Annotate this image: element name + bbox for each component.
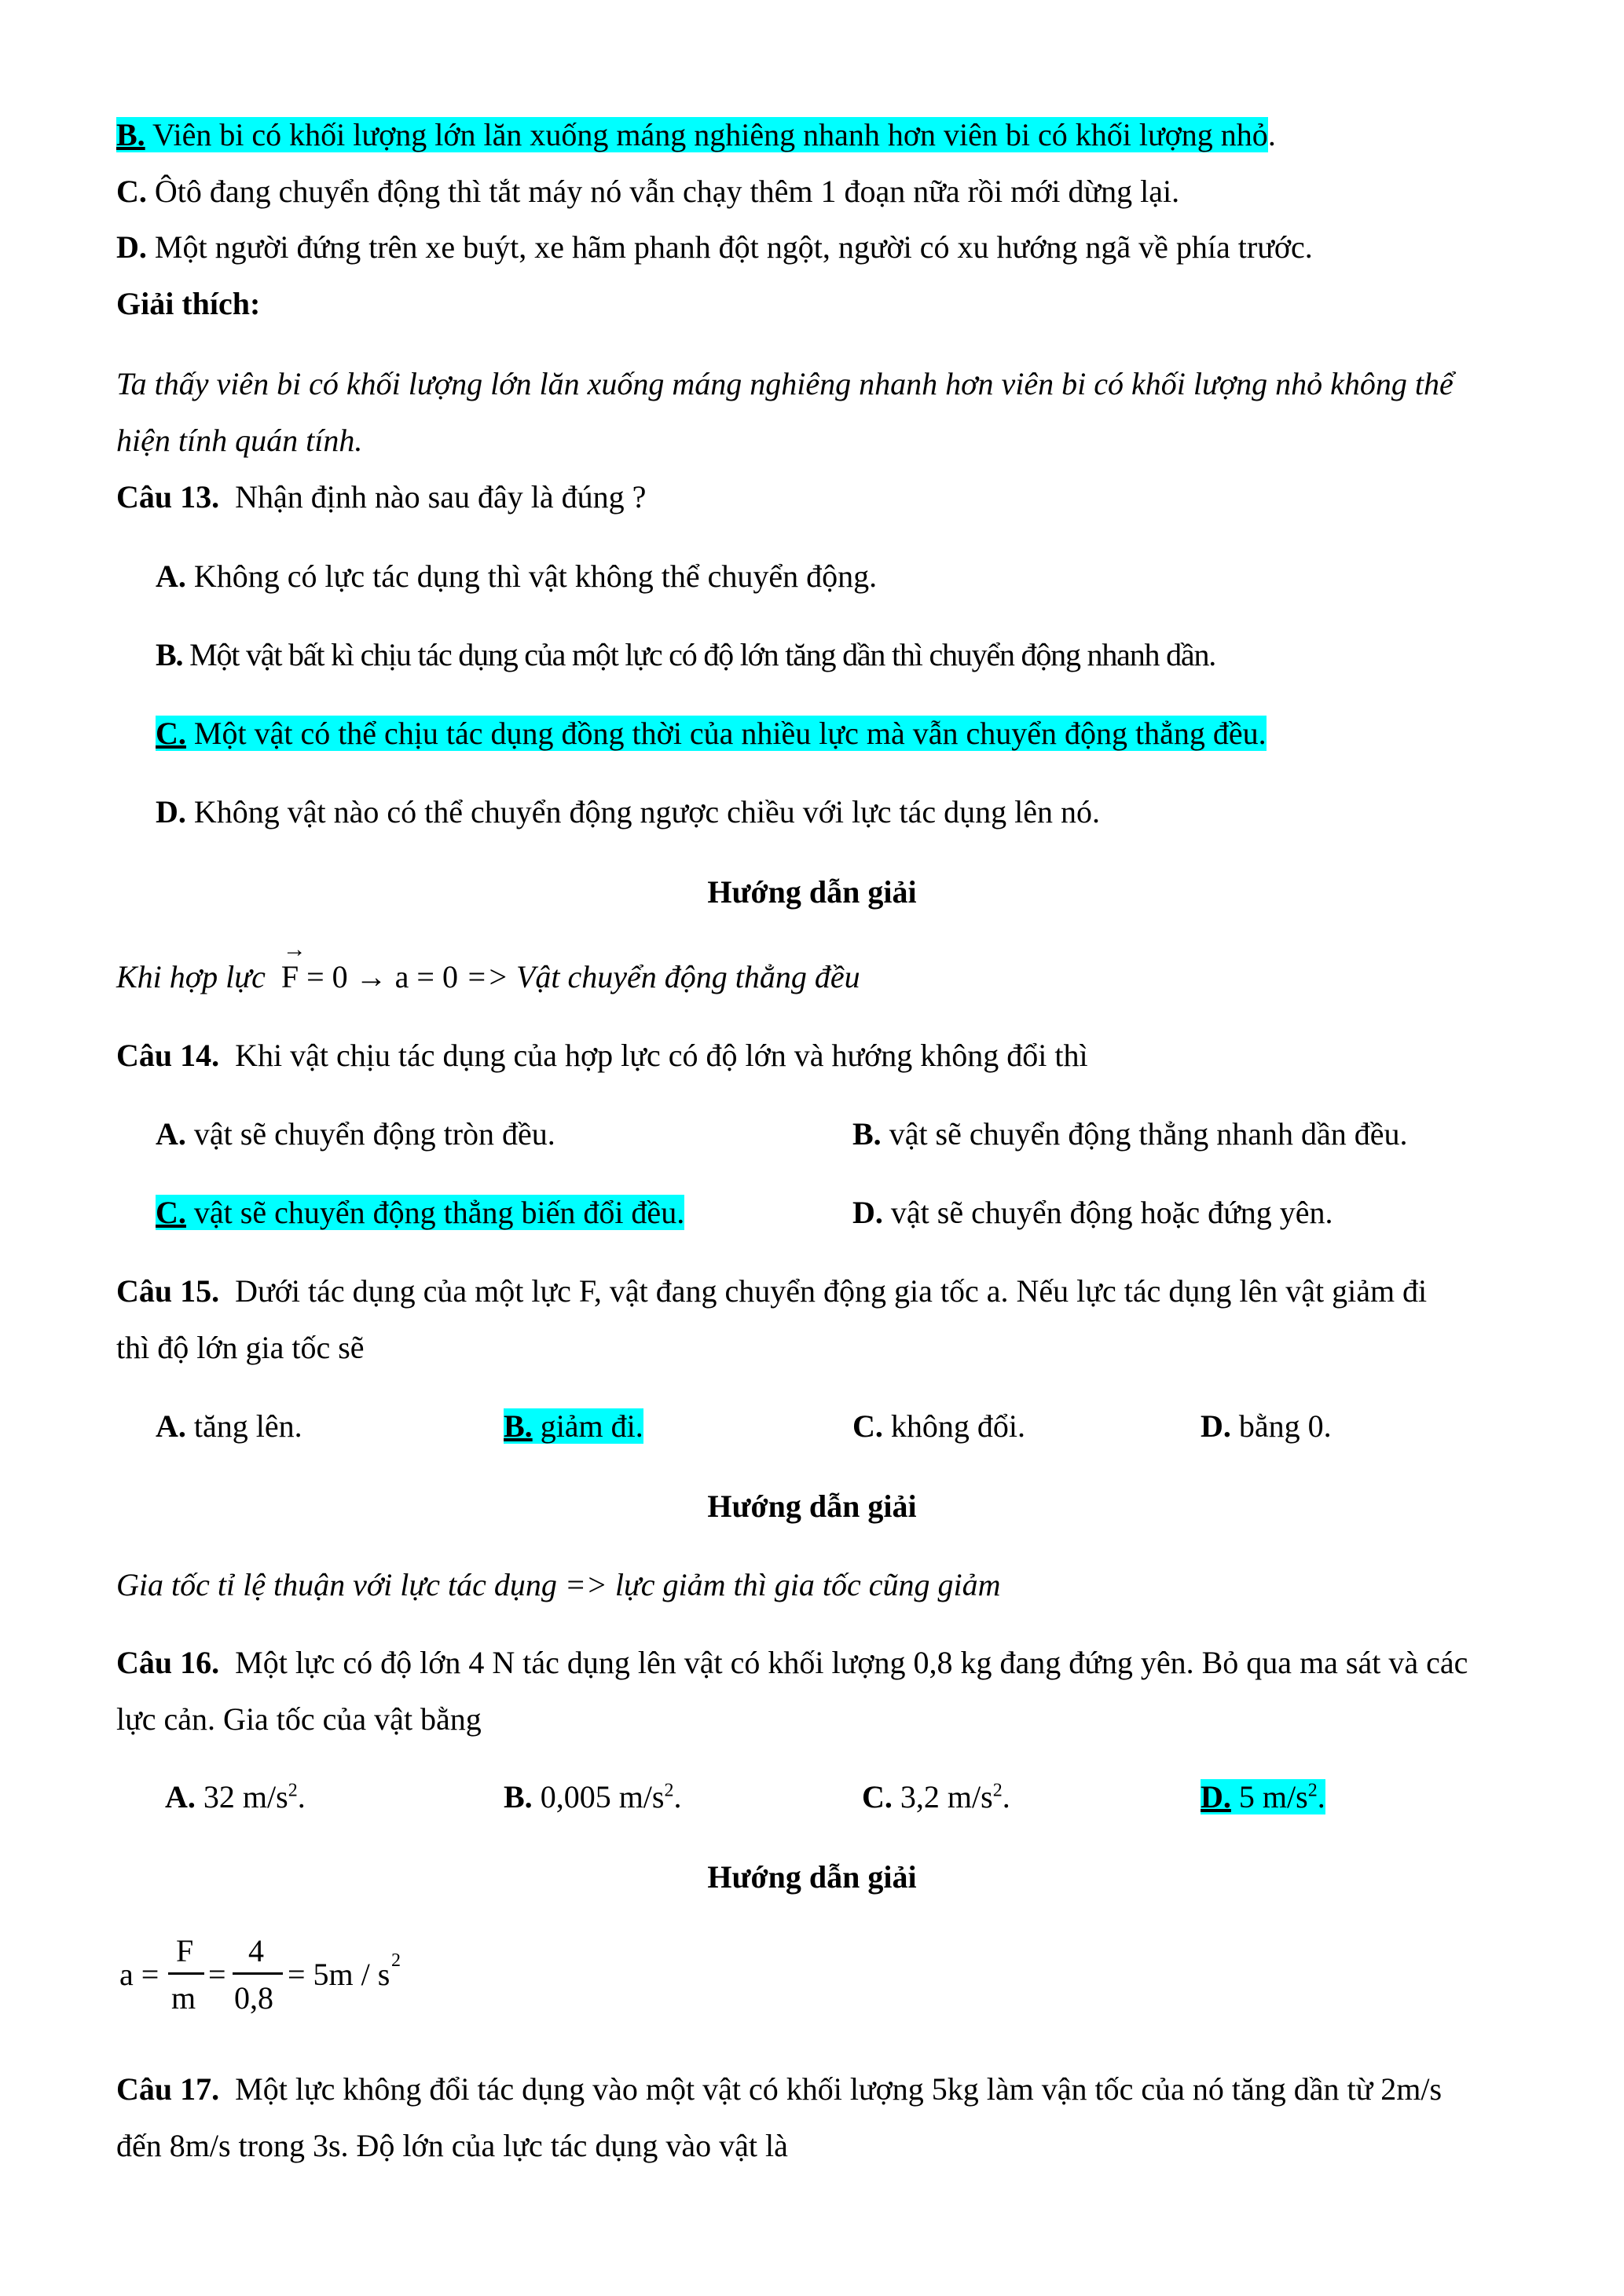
q13-option-b — [156, 639, 1215, 671]
q13-option-c — [156, 718, 1267, 749]
q15-option-b — [504, 1408, 643, 1444]
q12-option-b-letter: B. — [116, 117, 145, 152]
q15-question-line2: thì độ lớn gia tốc sẽ — [116, 1330, 365, 1365]
q15-option-a-text: tăng lên. — [185, 1408, 302, 1444]
q16-option-b-dot: . — [673, 1779, 682, 1814]
q16-option-a-letter: A. — [165, 1779, 196, 1814]
q14-option-a-text: vật sẽ chuyển động tròn đều. — [185, 1116, 555, 1152]
q15-option-a — [156, 1408, 302, 1444]
formula-denominator-08: 0,8 — [234, 1980, 273, 2016]
q13-guide-formula: = 0 → a = 0 — [299, 959, 458, 994]
q15-option-c-letter: C. — [852, 1408, 883, 1444]
q12-option-d-text: Một người đứng trên xe buýt, xe hãm phanh đột ngột, người có xu hướng ngã về phía trước. — [146, 229, 1313, 265]
q13-label: Câu 13. — [116, 479, 220, 514]
formula-equals: = — [208, 1957, 226, 1992]
q17-question-line2: đến 8m/s trong 3s. Độ lớn của lực tác dụng vào vật là — [116, 2128, 788, 2163]
q15-guide-text: Gia tốc tỉ lệ thuận với lực tác dụng => lực giảm thì gia tốc cũng giảm — [116, 1567, 1001, 1602]
q16-option-c-sup: 2 — [992, 1780, 1003, 1801]
q15-label: Câu 15. — [116, 1273, 220, 1309]
q12-option-d-letter: D. — [116, 229, 147, 265]
q13-guide-line — [116, 936, 860, 994]
q12-option-c-letter: C. — [116, 174, 147, 209]
q12-explain-line2: hiện tính quán tính. — [116, 423, 363, 458]
q16-option-b-sup: 2 — [664, 1780, 674, 1801]
formula-a: a = — [119, 1957, 159, 1992]
q15-option-d-text: bằng 0. — [1230, 1408, 1332, 1444]
force-vector — [280, 936, 306, 994]
q12-option-d — [116, 229, 1313, 265]
q12-option-c-text: Ôtô đang chuyển động thì tắt máy nó vẫn chạy thêm 1 đoạn nữa rồi mới dừng lại. — [146, 174, 1180, 209]
q15-question-line1 — [116, 1273, 1428, 1309]
q13-option-c-text: Một vật có thể chịu tác dụng đồng thời của nhiều lực mà vẫn chuyển động thẳng đều. — [185, 716, 1267, 751]
q14-option-a-letter: A. — [156, 1116, 186, 1152]
q16-option-a-text: 32 m/s — [195, 1779, 288, 1814]
q15-guide-title: Hướng dẫn giải — [707, 1489, 917, 1524]
q14-option-b — [852, 1116, 1408, 1152]
q16-option-c-letter: C. — [862, 1779, 893, 1814]
q12-option-b: B. Viên bi có khối lượng lớn lăn xuống máng nghiêng nhanh hơn viên bi có khối lượng nhỏ. — [116, 117, 1276, 152]
q16-option-c-text: 3,2 m/s — [892, 1779, 993, 1814]
q13-question — [116, 479, 647, 514]
q16-option-c — [862, 1779, 1010, 1814]
q15-option-c-text: không đổi. — [882, 1408, 1026, 1444]
q16-option-d-dot: . — [1317, 1779, 1325, 1814]
q16-option-d-letter: D. — [1201, 1779, 1231, 1814]
q14-option-c-letter: C. — [156, 1195, 186, 1230]
force-vector-symbol: F — [280, 959, 299, 994]
q16-option-d-sup: 2 — [1307, 1780, 1318, 1801]
q14-option-a — [156, 1116, 555, 1152]
q17-question-line1 — [116, 2071, 1443, 2107]
q15-question-text: Dưới tác dụng của một lực F, vật đang chuyển động gia tốc a. Nếu lực tác dụng lên vật giảm đi — [235, 1273, 1428, 1309]
q16-guide-title: Hướng dẫn giải — [707, 1859, 917, 1895]
q17-label: Câu 17. — [116, 2071, 220, 2107]
q12-explain-title: Giải thích: — [116, 286, 261, 321]
fraction-bar — [168, 1972, 204, 1975]
q13-question-text: Nhận định nào sau đây là đúng ? — [235, 479, 647, 514]
formula-denominator-m: m — [171, 1980, 196, 2016]
q15-option-a-letter: A. — [156, 1408, 186, 1444]
q16-option-d — [1201, 1779, 1325, 1814]
formula-result-sup: 2 — [391, 1950, 401, 1971]
q16-option-c-dot: . — [1002, 1779, 1010, 1814]
q13-option-d — [156, 796, 1100, 828]
q16-option-a-sup: 2 — [288, 1780, 298, 1801]
q13-option-c-letter: C. — [156, 716, 186, 751]
q12-option-b-text: Viên bi có khối lượng lớn lăn xuống máng nghiêng nhanh hơn viên bi có khối lượng nhỏ — [145, 117, 1268, 152]
q13-option-a — [156, 558, 878, 594]
q13-option-a-letter: A. — [156, 558, 186, 594]
q12-explain-line1: Ta thấy viên bi có khối lượng lớn lăn xuống máng nghiêng nhanh hơn viên bi có khối lượng nhỏ không thể — [116, 366, 1454, 401]
q15-option-b-text: giảm đi. — [532, 1408, 643, 1444]
q13-option-d-text: Không vật nào có thể chuyển động ngược chiều với lực tác dụng lên nó. — [185, 794, 1101, 829]
q14-option-d — [852, 1197, 1333, 1229]
q16-option-b-letter: B. — [504, 1779, 533, 1814]
q16-question-line1 — [116, 1647, 1468, 1679]
formula-numerator-f: F — [176, 1933, 194, 1968]
vector-arrow-icon: → — [282, 936, 306, 962]
q16-label: Câu 16. — [116, 1645, 220, 1680]
q12-option-c — [116, 176, 1179, 207]
q13-option-b-text: Một vật bất kì chịu tác dụng của một lực có độ lớn tăng dần thì chuyển động nhanh dần. — [182, 637, 1216, 672]
formula-numerator-4: 4 — [248, 1933, 264, 1968]
q14-option-b-text: vật sẽ chuyển động thẳng nhanh dần đều. — [881, 1116, 1408, 1152]
q14-question — [116, 1040, 1088, 1071]
q14-option-b-letter: B. — [852, 1116, 882, 1152]
formula-result: = 5m / s — [288, 1957, 390, 1992]
fraction-bar — [233, 1972, 283, 1975]
q14-option-d-letter: D. — [852, 1195, 883, 1230]
q16-option-b-text: 0,005 m/s — [532, 1779, 665, 1814]
q13-option-d-letter: D. — [156, 794, 186, 829]
q16-option-a — [165, 1779, 306, 1814]
q15-option-c — [852, 1408, 1026, 1444]
q14-question-text: Khi vật chịu tác dụng của hợp lực có độ lớn và hướng không đổi thì — [235, 1038, 1088, 1073]
q13-option-b-letter: B. — [156, 637, 183, 672]
q13-guide-title: Hướng dẫn giải — [707, 874, 917, 910]
q16-question-text: Một lực có độ lớn 4 N tác dụng lên vật có khối lượng 0,8 kg đang đứng yên. Bỏ qua ma sát và các — [235, 1645, 1468, 1680]
q15-option-d-letter: D. — [1201, 1408, 1231, 1444]
q16-question-line2: lực cản. Gia tốc của vật bằng — [116, 1701, 482, 1737]
q16-option-a-dot: . — [297, 1779, 306, 1814]
q14-label: Câu 14. — [116, 1038, 220, 1073]
q13-guide-prefix: Khi hợp lực — [116, 959, 266, 994]
q14-option-d-text: vật sẽ chuyển động hoặc đứng yên. — [882, 1195, 1333, 1230]
q13-option-a-text: Không có lực tác dụng thì vật không thể chuyển động. — [185, 558, 878, 594]
q16-option-d-text: 5 m/s — [1230, 1779, 1308, 1814]
q14-option-c-text: vật sẽ chuyển động thẳng biến đổi đều. — [185, 1195, 685, 1230]
q17-question-text: Một lực không đổi tác dụng vào một vật có khối lượng 5kg làm vận tốc của nó tăng dần từ 2m/s — [235, 2071, 1443, 2107]
q16-option-b — [504, 1779, 682, 1814]
q15-option-b-letter: B. — [504, 1408, 533, 1444]
q15-option-d — [1201, 1408, 1332, 1444]
q13-guide-suffix: => Vật chuyển động thẳng đều — [457, 959, 860, 994]
q14-option-c — [156, 1197, 684, 1229]
